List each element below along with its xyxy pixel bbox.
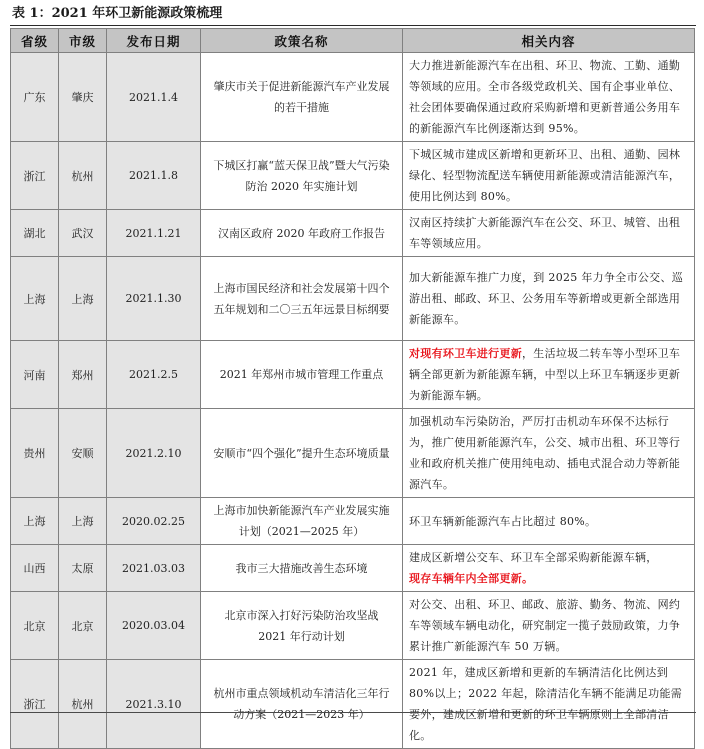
province-cell: 浙江 bbox=[11, 660, 59, 749]
date-cell: 2020.03.04 bbox=[107, 592, 201, 660]
city-cell: 肇庆 bbox=[59, 53, 107, 142]
content-cell bbox=[403, 341, 695, 409]
date-cell: 2021.03.03 bbox=[107, 545, 201, 592]
table-row bbox=[11, 341, 695, 409]
table-row bbox=[11, 592, 695, 660]
city-cell: 北京 bbox=[59, 592, 107, 660]
city-cell: 上海 bbox=[59, 498, 107, 545]
province-cell: 浙江 bbox=[11, 142, 59, 210]
content-cell bbox=[403, 210, 695, 257]
date-cell: 2021.1.30 bbox=[107, 257, 201, 341]
province-cell: 山西 bbox=[11, 545, 59, 592]
header-policy: 政策名称 bbox=[201, 29, 403, 53]
content-highlight: 现存车辆年内全部更新。 bbox=[409, 572, 534, 585]
table-row bbox=[11, 257, 695, 341]
city-cell: 杭州 bbox=[59, 660, 107, 749]
table-row bbox=[11, 210, 695, 257]
policy-name-cell: 安顺市“四个强化”提升生态环境质量 bbox=[201, 409, 403, 498]
table-row bbox=[11, 498, 695, 545]
content-cell bbox=[403, 498, 695, 545]
policy-name-cell: 上海市加快新能源汽车产业发展实施计划（2021—2025 年） bbox=[201, 498, 403, 545]
content-text: 对公交、出租、环卫、邮政、旅游、勤务、物流、网约车等领域车辆电动化，研究制定一揽子鼓励政策，力争累计推广新能源汽车 50 万辆。 bbox=[409, 598, 681, 653]
content-text: 环卫车辆新能源汽车占比超过 80%。 bbox=[409, 514, 597, 528]
table-row bbox=[11, 545, 695, 592]
date-cell: 2021.1.4 bbox=[107, 53, 201, 142]
date-cell: 2020.02.25 bbox=[107, 498, 201, 545]
table-row bbox=[11, 53, 695, 142]
province-cell: 河南 bbox=[11, 341, 59, 409]
content-cell bbox=[403, 142, 695, 210]
bottom-divider bbox=[10, 712, 696, 713]
province-cell: 贵州 bbox=[11, 409, 59, 498]
date-cell: 2021.3.10 bbox=[107, 660, 201, 749]
content-highlight: 对现有环卫车进行更新 bbox=[409, 347, 522, 360]
date-cell: 2021.2.5 bbox=[107, 341, 201, 409]
content-cell bbox=[403, 545, 695, 592]
content-cell bbox=[403, 409, 695, 498]
date-cell: 2021.2.10 bbox=[107, 409, 201, 498]
policy-name-cell: 上海市国民经济和社会发展第十四个五年规划和二〇三五年远景目标纲要 bbox=[201, 257, 403, 341]
policy-name-cell: 北京市深入打好污染防治攻坚战 2021 年行动计划 bbox=[201, 592, 403, 660]
content-text: 汉南区持续扩大新能源汽车在公交、环卫、城管、出租车等领域应用。 bbox=[409, 216, 681, 250]
content-text: ，生活垃圾二转车等小型环卫车辆全部更新为新能源车辆，中型以上环卫车辆逐步更新为新能源车辆。 bbox=[409, 347, 681, 402]
header-date: 发布日期 bbox=[107, 29, 201, 53]
table-body bbox=[11, 53, 695, 749]
city-cell: 武汉 bbox=[59, 210, 107, 257]
province-cell: 北京 bbox=[11, 592, 59, 660]
province-cell: 上海 bbox=[11, 257, 59, 341]
policy-name-cell: 汉南区政府 2020 年政府工作报告 bbox=[201, 210, 403, 257]
city-cell: 安顺 bbox=[59, 409, 107, 498]
content-text: 2021 年，建成区新增和更新的车辆清洁化比例达到 80%以上；2022 年起，除清洁化车辆不能满足功能需要外，建成区新增和更新的环卫车辆原则上全部清洁化。 bbox=[409, 666, 683, 742]
city-cell: 太原 bbox=[59, 545, 107, 592]
date-cell: 2021.1.21 bbox=[107, 210, 201, 257]
table-row bbox=[11, 142, 695, 210]
content-text: 加强机动车污染防治，严厉打击机动车环保不达标行为，推广使用新能源汽车，公交、城市出租、环卫等行业和政府机关推广使用纯电动、插电式混合动力等新能源汽车。 bbox=[409, 415, 681, 491]
province-cell: 广东 bbox=[11, 53, 59, 142]
province-cell: 湖北 bbox=[11, 210, 59, 257]
header-province: 省级 bbox=[11, 29, 59, 53]
table-header-row bbox=[11, 29, 695, 53]
content-cell bbox=[403, 257, 695, 341]
city-cell: 郑州 bbox=[59, 341, 107, 409]
content-text: 建成区新增公交车、环卫车全部采购新能源车辆， bbox=[409, 551, 658, 564]
policy-name-cell: 下城区打赢“蓝天保卫战”暨大气污染防治 2020 年实施计划 bbox=[201, 142, 403, 210]
city-cell: 上海 bbox=[59, 257, 107, 341]
content-cell bbox=[403, 53, 695, 142]
policy-table bbox=[10, 28, 695, 749]
title-divider bbox=[10, 25, 696, 26]
content-cell bbox=[403, 660, 695, 749]
content-text: 加大新能源车推广力度，到 2025 年力争全市公交、巡游出租、邮政、环卫、公务用车等新增或更新全部选用新能源车。 bbox=[409, 271, 684, 326]
city-cell: 杭州 bbox=[59, 142, 107, 210]
policy-name-cell: 肇庆市关于促进新能源汽车产业发展的若干措施 bbox=[201, 53, 403, 142]
content-text: 下城区城市建成区新增和更新环卫、出租、通勤、园林绿化、轻型物流配送车辆使用新能源或清洁能源汽车，使用比例达到 80%。 bbox=[409, 148, 681, 203]
table-row bbox=[11, 409, 695, 498]
header-content: 相关内容 bbox=[403, 29, 695, 53]
table-row bbox=[11, 660, 695, 749]
table-title: 表 1：2021 年环卫新能源政策梳理 bbox=[12, 6, 223, 21]
policy-name-cell: 杭州市重点领域机动车清洁化三年行动方案（2021—2023 年） bbox=[201, 660, 403, 749]
content-text: 大力推进新能源汽车在出租、环卫、物流、工勤、通勤等领域的应用。全市各级党政机关、国有企事业单位、社会团体要确保通过政府采购新增和更新普通公务用车的新能源汽车比例逐渐达到 95%。 bbox=[409, 59, 681, 135]
province-cell: 上海 bbox=[11, 498, 59, 545]
date-cell: 2021.1.8 bbox=[107, 142, 201, 210]
policy-name-cell: 2021 年郑州市城市管理工作重点 bbox=[201, 341, 403, 409]
content-cell bbox=[403, 592, 695, 660]
header-city: 市级 bbox=[59, 29, 107, 53]
policy-name-cell: 我市三大措施改善生态环境 bbox=[201, 545, 403, 592]
